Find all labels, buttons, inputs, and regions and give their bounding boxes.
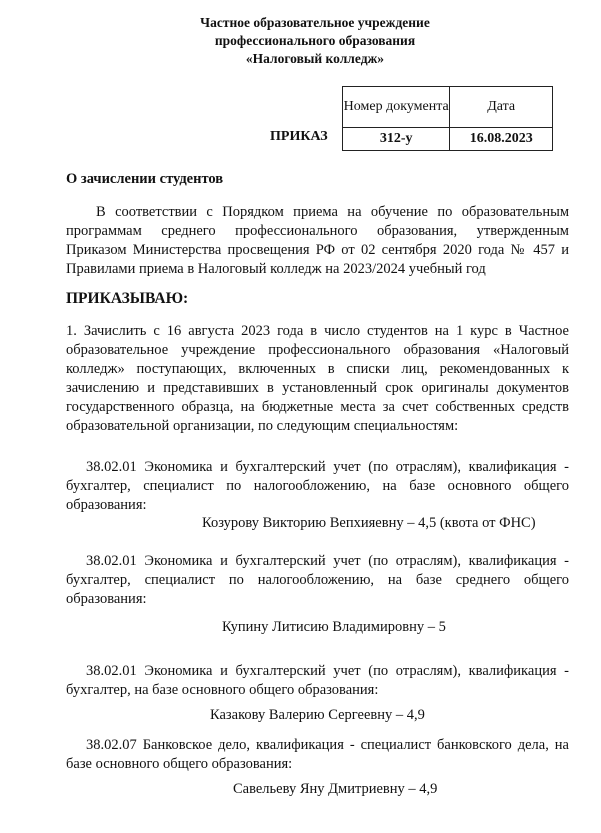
specialty-paragraph: 38.02.01 Экономика и бухгалтерский учет (по отраслям), квалификация - бухгалтер, специалист по налогообложению, на базе основного общего образования: xyxy=(66,459,569,513)
institution-header xyxy=(150,14,480,68)
order-type-label: ПРИКАЗ xyxy=(270,129,328,144)
doc-date-value: 16.08.2023 xyxy=(450,128,553,151)
preamble-paragraph: В соответствии с Порядком приема на обучение по образовательным программам среднего профессионального образования, утвержденным Приказом Министерства просвещения РФ от 02 сентября 2020 года № 457 и Правилами приема в Налоговый колледж на 2023/2024 учебный год xyxy=(66,204,569,277)
header-line-2: профессионального образования xyxy=(214,33,416,48)
order-subject: О зачислении студентов xyxy=(66,171,224,187)
specialty-paragraph: 38.02.01 Экономика и бухгалтерский учет (по отраслям), квалификация - бухгалтер, на базе основного общего образования: xyxy=(66,663,569,698)
header-line-3: «Налоговый колледж» xyxy=(245,51,385,66)
header-line-1: Частное образовательное учреждение xyxy=(200,15,430,30)
specialty-paragraph: 38.02.01 Экономика и бухгалтерский учет (по отраслям), квалификация - бухгалтер, специалист по налогообложению, на базе среднего общего образования: xyxy=(66,553,569,607)
specialty-paragraph: 38.02.07 Банковское дело, квалификация - специалист банковского дела, на базе основного общего образования: xyxy=(66,737,569,772)
order-number-table xyxy=(342,86,553,151)
decree-word: ПРИКАЗЫВАЮ: xyxy=(66,290,189,307)
student-entry: Купину Литисию Владимировну – 5 xyxy=(222,619,446,635)
student-entry: Казакову Валерию Сергеевну – 4,9 xyxy=(210,707,425,723)
item-1-paragraph: 1. Зачислить с 16 августа 2023 года в число студентов на 1 курс в Частное образовательное учреждение профессионального образования «Налоговый колледж» поступающих, включенных в списки лиц, рекомендованных к зачислению и представивших в установленный срок оригиналы документов государственного образца, на бюджетные места за счет собственных средств образовательной организации, по следующим специальностям: xyxy=(66,323,569,434)
student-entry: Козурову Викторию Вепхияевну – 4,5 (квота от ФНС) xyxy=(202,515,536,531)
student-entry: Савельеву Яну Дмитриевну – 4,9 xyxy=(233,781,438,797)
doc-number-header: Номер документа xyxy=(343,87,450,128)
doc-date-header: Дата xyxy=(450,87,553,128)
doc-number-value: 312-у xyxy=(343,128,450,151)
